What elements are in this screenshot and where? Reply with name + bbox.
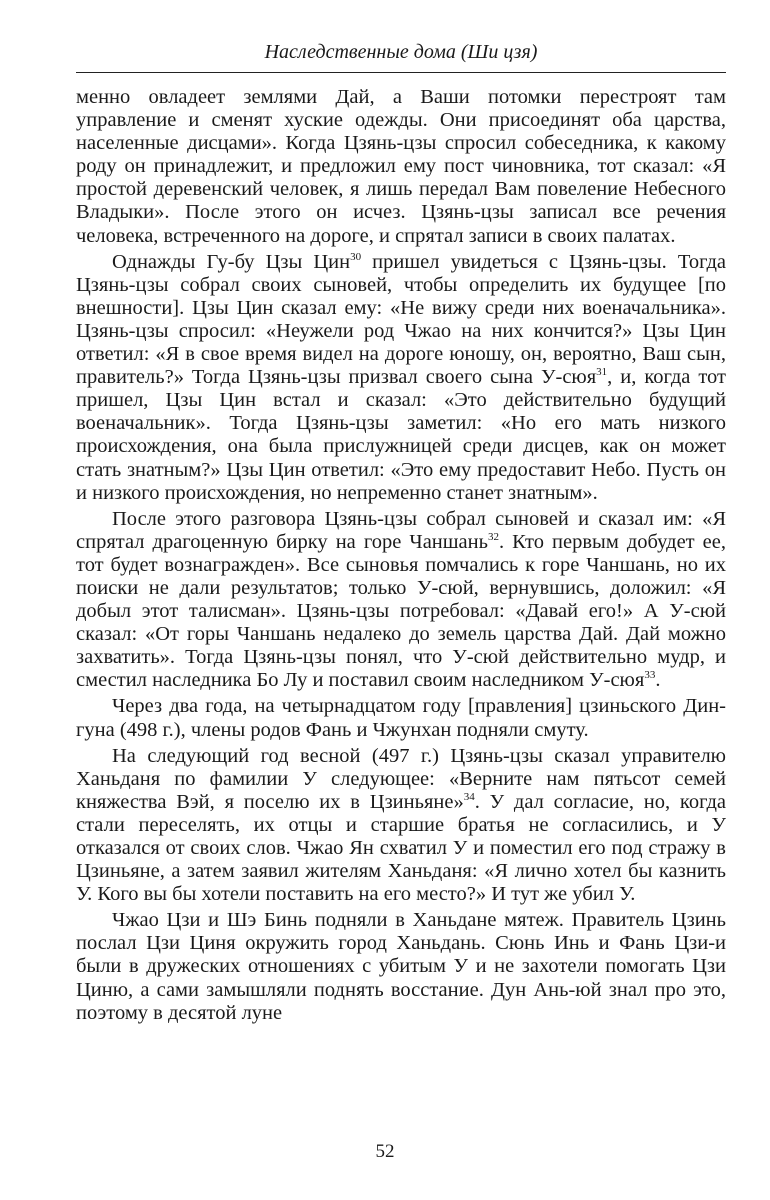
footnote-marker: 33 (644, 669, 656, 682)
paragraph (76, 745, 726, 907)
page-number: 52 (375, 1141, 395, 1162)
paragraph-text: менно овладеет землями Дай, а Ваши потомки перестроят там управление и сменят хуские одежды. Они присоединят оба царства, населенные дисцами». Когда Цзянь-цзы спросил собеседника, к какому роду он принадлежит, и предложил ему пост чиновника, тот сказал: «Я простой деревенский человек, я лишь передал Вам повеление Небесного Владыки». После этого он исчез. Цзянь-цзы записал все речения человека, встреченного на дороге, и спрятал записи в своих палатах. (76, 86, 726, 247)
paragraph (76, 86, 726, 248)
paragraph-text: пришел увидеться с Цзянь-цзы. Тогда Цзянь-цзы собрал своих сыновей, чтобы определить их будущее [по внешности]. Цзы Цин сказал ему: «Не вижу среди них военачальника». Цзянь-цзы спросил: «Неужели род Чжао на них кончится?» Цзы Цин ответил: «Я в свое время видел на дороге юношу, он, вероятно, Ваш сын, правитель?» Тогда Цзянь-цзы призвал своего сына У-сюя (76, 250, 727, 389)
footnote-marker: 34 (463, 790, 475, 803)
paragraph (76, 508, 726, 693)
paragraph (76, 909, 726, 1024)
paragraph (76, 695, 726, 741)
footnote-marker: 30 (350, 250, 362, 263)
paragraph-text: . (655, 669, 661, 692)
paragraph-text: . У дал согласие, но, когда стали переселять, их отцы и старшие братья не согласились, и У отказался от своих слов. Чжао Ян схватил У и поместил его под стражу в Цзиньяне, а затем заявил жителям Ханьданя: «Я лично хотел бы казнить У. Кого вы бы хотели поставить на его место?» И тут же убил У. (76, 790, 726, 906)
footnote-marker: 32 (487, 530, 499, 543)
paragraph-text: Через два года, на четырнадцатом году [правления] цзиньского Дин-гуна (498 г.), члены родов Фань и Чжунхан подняли смуту. (76, 695, 726, 741)
paragraph-text: Однажды Гу-бу Цзы Цин (112, 250, 351, 273)
paragraph-text: . Кто первым добудет ее, тот будет вознагражден». Все сыновья помчались к горе Чаншань, но их поиски не дали результатов; только У-сюй, вернувшись, доложил: «Я добыл этот талисман». Цзянь-цзы потребовал: «Давай его!» А У-сюй сказал: «От горы Чаншань недалеко до земель царства Дай. Дай можно захватить». Тогда Цзянь-цзы понял, что У-сюй действительно мудр, и сместил наследника Бо Лу и поставил своим наследником У-сюя (76, 530, 726, 692)
running-title: Наследственные дома (Ши цзя) (264, 41, 538, 63)
body-text (76, 86, 726, 1028)
paragraph-text: Чжао Цзи и Шэ Бинь подняли в Ханьдане мятеж. Правитель Цзинь послал Цзи Циня окружить город Ханьдань. Сюнь Инь и Фань Цзи-и были в дружеских отношениях с убитым У и не захотели помогать Цзи Циню, а сами замышляли поднять восстание. Дун Ань-юй знал про это, поэтому в десятой луне (76, 909, 726, 1024)
paragraph (76, 251, 726, 505)
header-rule (76, 72, 726, 73)
paragraph-text: После этого разговора Цзянь-цзы собрал сыновей и сказал им: «Я спрятал драгоценную бирку на горе Чаншань (76, 507, 726, 553)
footnote-marker: 31 (596, 366, 608, 379)
paragraph-text: На следующий год весной (497 г.) Цзянь-цзы сказал управителю Ханьданя по фамилии У следующее: «Верните нам пятьсот семей княжества Вэй, я поселю их в Цзиньяне» (76, 744, 726, 813)
paragraph-text: , и, когда тот пришел, Цзы Цин встал и сказал: «Это действительно будущий военачальник». Тогда Цзянь-цзы заметил: «Но его мать низкого происхождения, она была прислужницей среди дисцев, как он может стать знатным?» Цзы Цин ответил: «Это ему предоставит Небо. Пусть он и низкого происхождения, но непременно станет знатным». (76, 366, 726, 504)
